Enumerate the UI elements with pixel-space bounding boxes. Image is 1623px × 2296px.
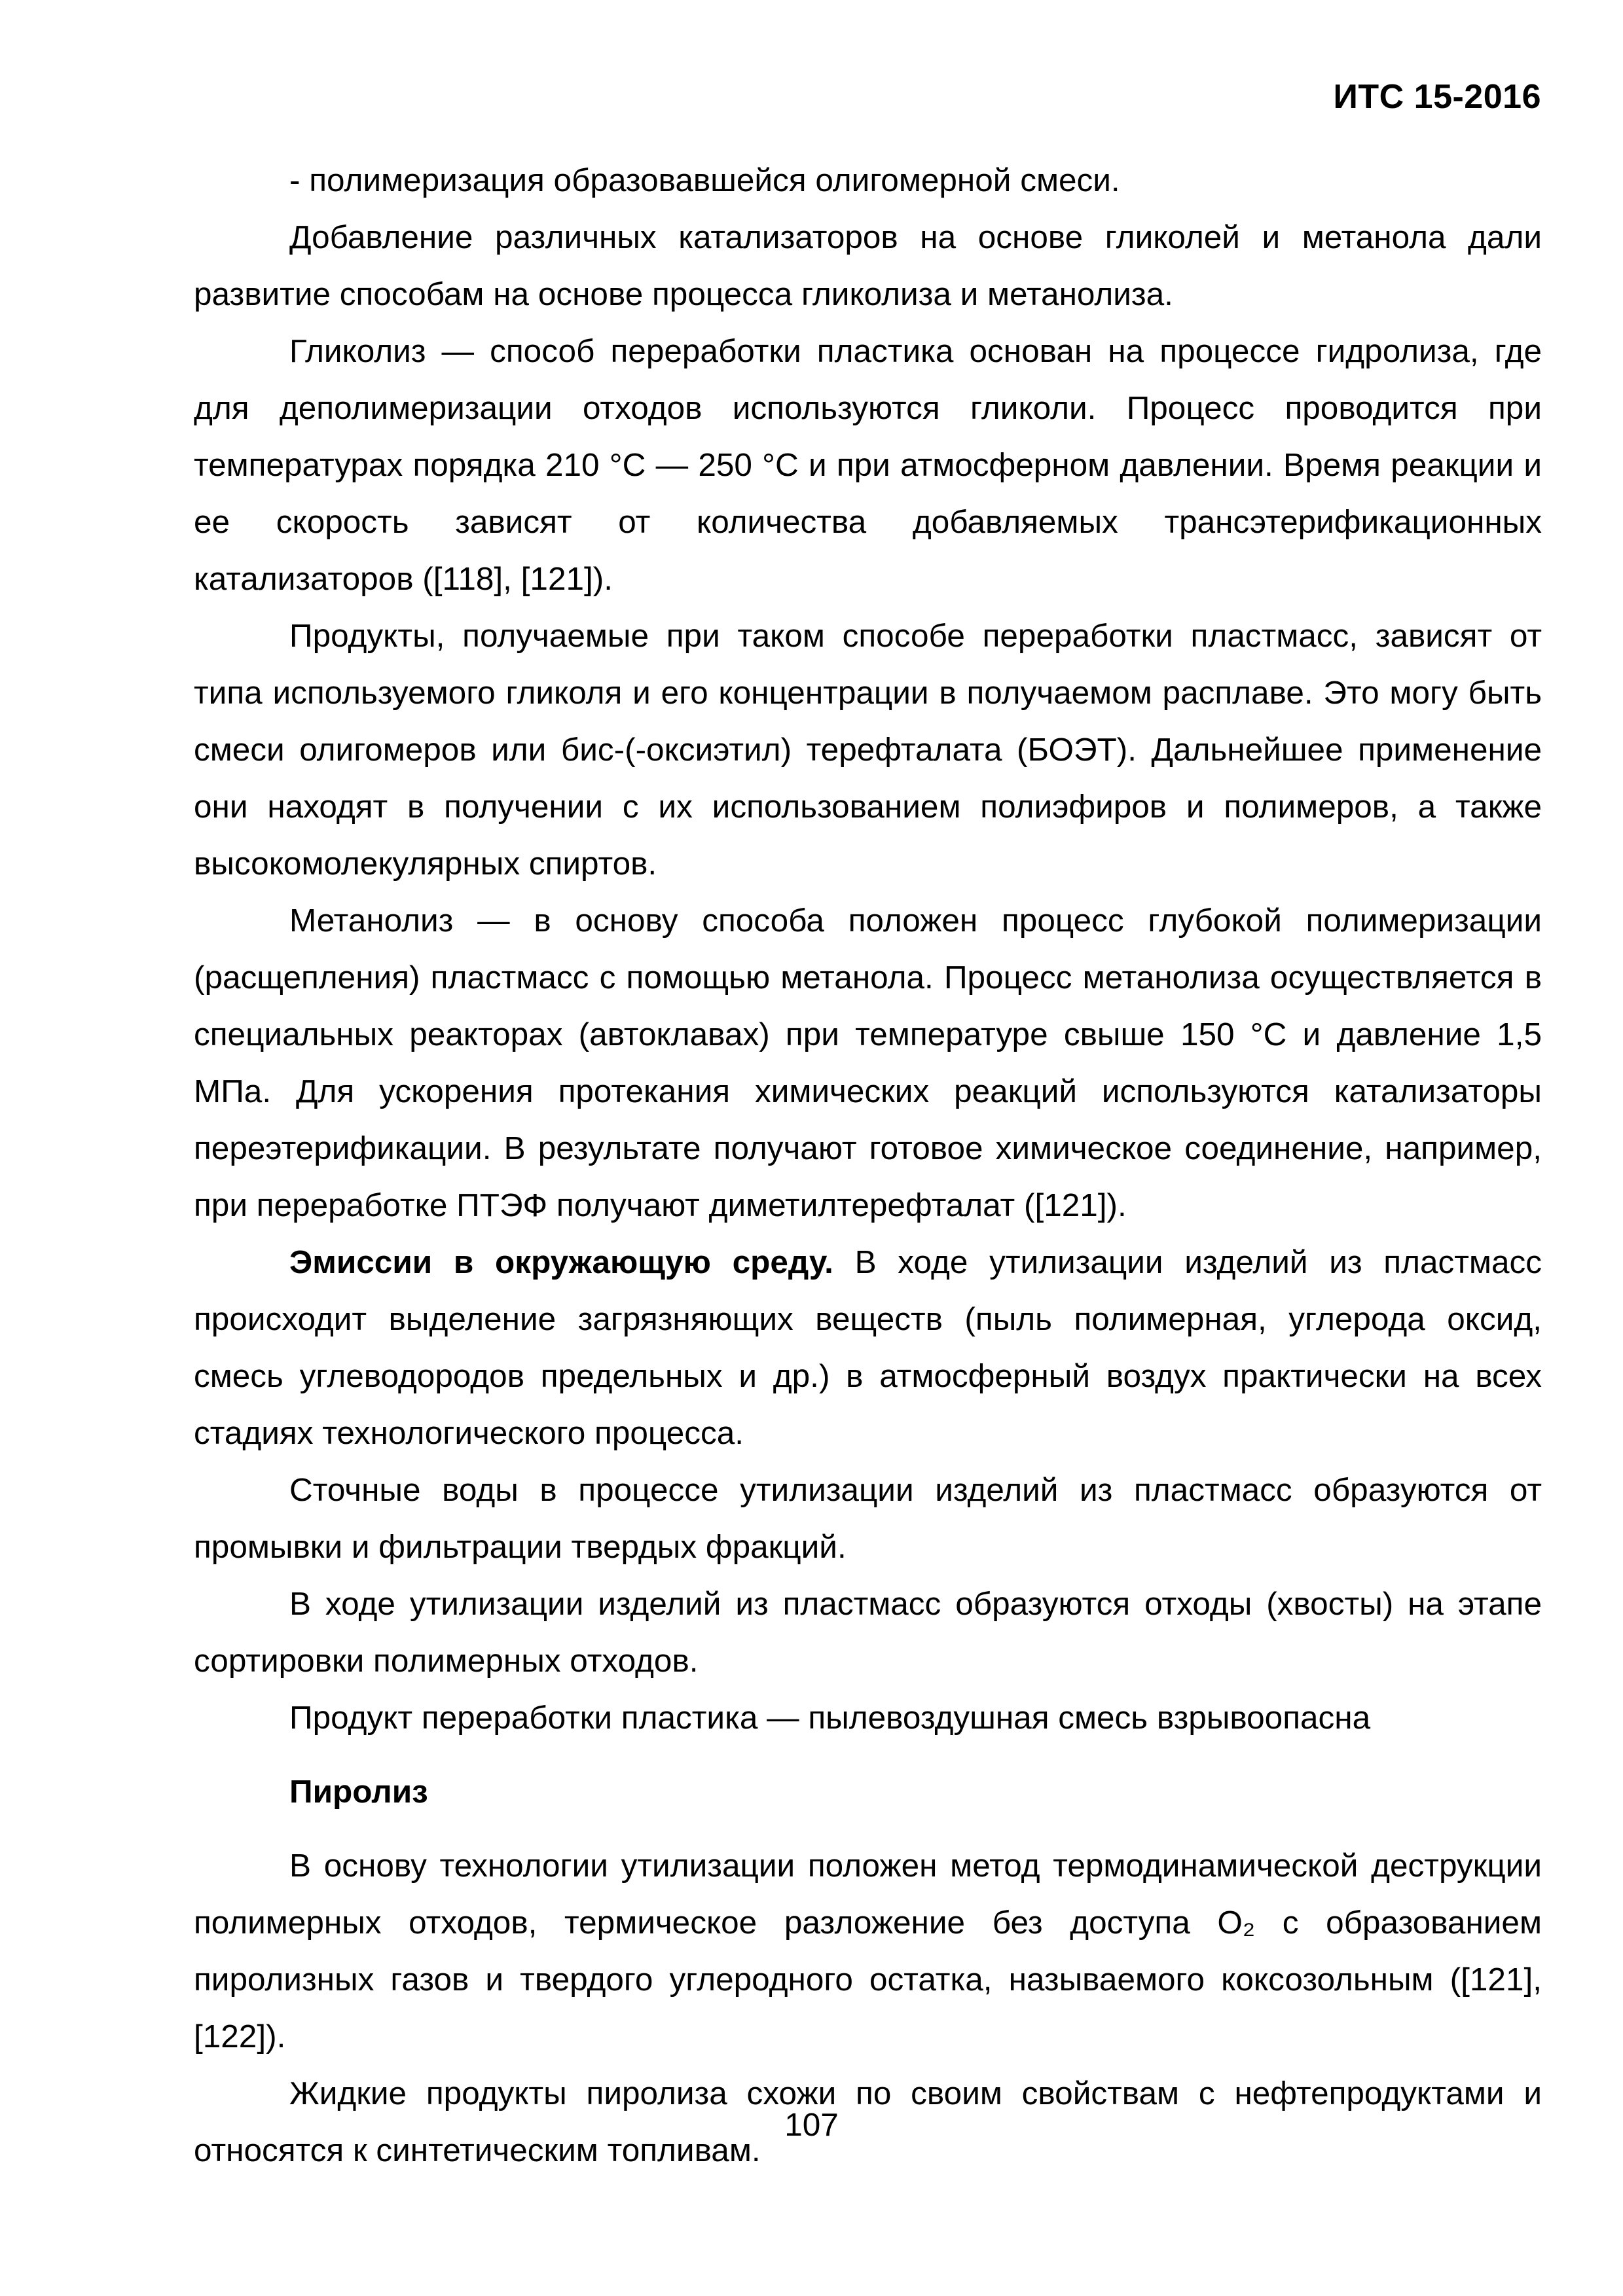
emissions-lead: Эмиссии в окружающую среду. [289,1244,833,1280]
paragraph-glycolysis: Гликолиз — способ переработки пластика основан на процессе гидролиза, где для деполимеризации отходов используются гликоли. Процесс проводится при температурах порядка 210 °С — 250 °С и при атмосферном давлении. Время реакции и ее скорость зависят от количества добавляемых трансэтерификационных катализаторов ([118], [121]). [194,333,1542,597]
document-code: ИТС 15-2016 [1333,78,1541,116]
body-text [194,152,1542,2179]
section-heading-pyrolysis: Пиролиз [289,1774,428,1810]
paragraph-emissions [194,1234,1542,1462]
paragraph-wastewater: Сточные воды в процессе утилизации изделий из пластмасс образуются от промывки и фильтрации твердых фракций. [194,1472,1542,1565]
paragraph-polymerization: - полимеризация образовавшейся олигомерной смеси. [289,162,1120,198]
emissions-text: В ходе утилизации изделий из пластмасс происходит выделение загрязняющих веществ (пыль полимерная, углерода оксид, смесь углеводородов предельных и др.) в атмосферный воздух практически на всех стадиях технологического процесса. [194,1244,1542,1451]
paragraph-pyrolysis-method: В основу технологии утилизации положен метод термодинамической деструкции полимерных отходов, термическое разложение без доступа О₂ с образованием пиролизных газов и твердого углеродного остатка, называемого коксозольным ([121], [122]). [194,1848,1542,2054]
paragraph-pyrolysis-liquids: Жидкие продукты пиролиза схожи по своим свойствам с нефтепродуктами и относятся к синтетическим топливам. [194,2075,1542,2168]
paragraph-dust: Продукт переработки пластика — пылевоздушная смесь взрывоопасна [289,1700,1371,1736]
paragraph-methanolysis: Метанолиз — в основу способа положен процесс глубокой полимеризации (расщепления) пластмасс с помощью метанола. Процесс метанолиза осуществляется в специальных реакторах (автоклавах) при температуре свыше 150 °С и давление 1,5 МПа. Для ускорения протекания химических реакций используются катализаторы переэтерификации. В результате получают готовое химическое соединение, например, при переработке ПТЭФ получают диметилтерефталат ([121]). [194,903,1542,1223]
paragraph-catalysts: Добавление различных катализаторов на основе гликолей и метанола дали развитие способам на основе процесса гликолиза и метанолиза. [194,219,1542,312]
paragraph-products: Продукты, получаемые при таком способе переработки пластмасс, зависят от типа используемого гликоля и его концентрации в получаемом расплаве. Это могу быть смеси олигомеров или бис-(-оксиэтил) терефталата (БОЭТ). Дальнейшее применение они находят в получении с их использованием полиэфиров и полимеров, а также высокомолекулярных спиртов. [194,618,1542,882]
paragraph-tailings: В ходе утилизации изделий из пластмасс образуются отходы (хвосты) на этапе сортировки полимерных отходов. [194,1586,1542,1679]
page-number: 107 [784,2107,839,2143]
